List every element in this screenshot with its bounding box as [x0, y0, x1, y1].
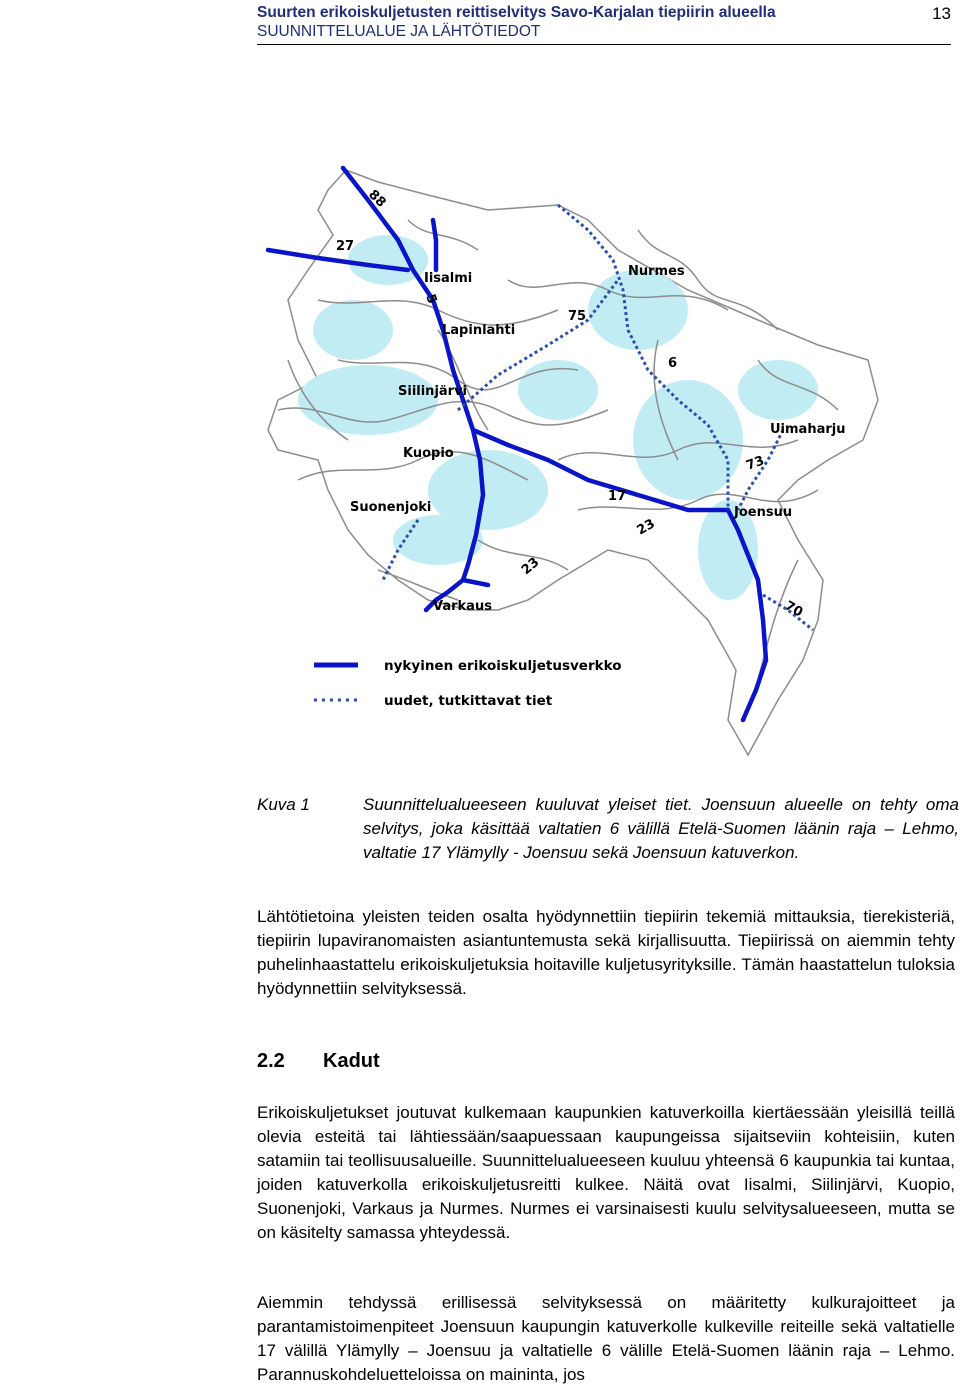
paragraph-streets: Erikoiskuljetukset joutuvat kulkemaan kaupunkien katuverkoilla kiertäessään yleisillä teillä olevia esteitä tai lähtiessään/saapuessaan kaupungeissa sijaitseviin kohteisiin, kuten satamiin tai teollisuusalueille. Suunnittelualueeseen kuuluu yhteensä 6 kaupunkia tai kuntaa, joiden katuverkolla erikoiskuljetusreitti kulkee. Näitä ovat Iisalmi, Siilinjärvi, Kuopio, Suonenjoki, Varkaus ja Nurmes. Nurmes ei varsinaisesti kuulu selvitysalueeseen, mutta se on käsitelty samassa yhteydessä.: [257, 1103, 955, 1242]
route-17: 17: [608, 489, 627, 504]
label-kuopio: Kuopio: [403, 446, 454, 461]
region-map: [258, 160, 958, 760]
legend-existing-label: nykyinen erikoiskuljetusverkko: [384, 658, 622, 674]
label-iisalmi: Iisalmi: [424, 271, 473, 286]
label-lapinlahti: Lapinlahti: [442, 323, 516, 338]
label-suonenjoki: Suonenjoki: [350, 500, 432, 515]
page-number: 13: [932, 4, 951, 23]
route-88: 88: [365, 187, 389, 211]
caption-text: Suunnittelualueeseen kuuluvat yleiset tiet. Joensuun alueelle on tehty oma selvitys, joka käsittää valtatien 6 välillä Etelä-Suomen läänin raja – Lehmo, valtatie 17 Ylämylly - Joensuu sekä Joensuun katuverkon.: [363, 795, 959, 862]
label-joensuu: Joensuu: [734, 505, 793, 520]
route-75: 75: [568, 309, 587, 324]
route-5: 5: [422, 292, 440, 306]
section-heading: [257, 1050, 380, 1073]
map-legend: [314, 658, 621, 709]
route-73: 73: [744, 453, 767, 474]
section-number: 2.2: [257, 1050, 285, 1072]
route-27: 27: [336, 239, 355, 254]
route-23-south: 23: [518, 554, 543, 579]
page-header: [257, 2, 951, 42]
report-title: Suurten erikoiskuljetusten reittiselvitys Savo-Karjalan tiepiirin alueella: [257, 4, 776, 21]
paragraph-previous-study: Aiemmin tehdyssä erillisessä selvityksessä on määritetty kulkurajoitteet ja parantamistoimenpiteet Joensuun kaupungin katuverkolle kulkeville reiteille sekä valtatielle 17 välillä Ylämylly – Joensuu ja valtatielle 6 välille Etelä-Suomen läänin raja – Lehmo. Parannuskohdeluetteloissa on maininta, jos: [257, 1293, 955, 1384]
paragraph-source-data: Lähtötietoina yleisten teiden osalta hyödynnettiin tiepiirin tekemiä mittauksia, tierekisteriä, tiepiirin lupaviranomaisten asiantuntemusta sekä kirjallisuutta. Tiepiirissä on aiemmin tehty puhelinhaastattelu erikoiskuljetuksia hoitaville kuljetusyrityksille. Tämän haastattelun tuloksia hyödynnettiin selvityksessä.: [257, 907, 955, 998]
region-map-svg: [258, 160, 958, 760]
legend-new-label: uudet, tutkittavat tiet: [384, 693, 553, 709]
route-23-east: 23: [634, 516, 658, 539]
route-6: 6: [668, 356, 678, 371]
label-varkaus: Varkaus: [433, 599, 492, 614]
section-title: Kadut: [323, 1050, 380, 1072]
chapter-title: SUUNNITTELUALUE JA LÄHTÖTIEDOT: [257, 23, 541, 40]
label-siilinjarvi: Siilinjärvi: [398, 384, 468, 399]
route-70: 70: [782, 598, 806, 621]
caption-label: Kuva 1: [257, 795, 310, 814]
label-uimaharju: Uimaharju: [770, 422, 846, 437]
header-rule: [257, 44, 951, 45]
label-nurmes: Nurmes: [628, 264, 685, 279]
